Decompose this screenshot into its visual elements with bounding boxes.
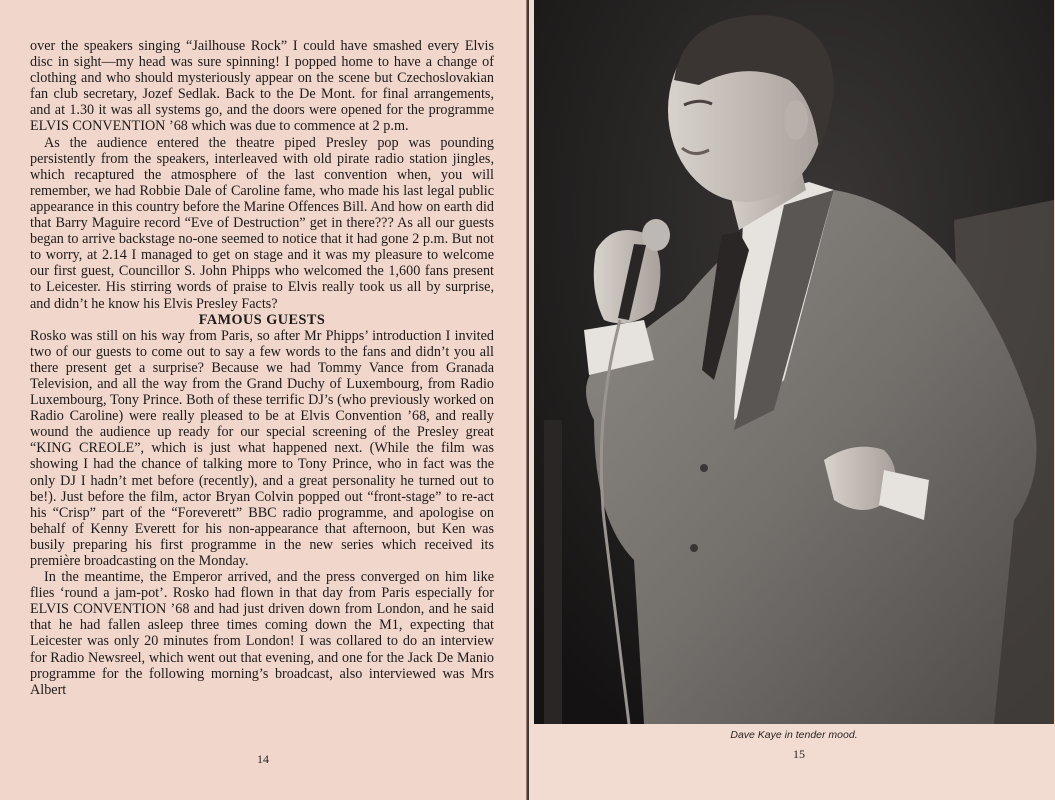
- article-text: [30, 38, 494, 698]
- section-heading: FAMOUS GUESTS: [198, 311, 326, 328]
- photo-dave-kaye: [534, 0, 1054, 724]
- page-number-right: 15: [793, 747, 805, 761]
- left-page: [0, 0, 527, 800]
- paragraph-1: over the speakers singing “Jailhouse Rock” I could have smashed every Elvis disc in sight—my head was sure spinning! I popped home to have a change of clothing and who should mysteriously appear on the scene but Czechoslovakian fan club secretary, Jozef Sedlak. Back to the De Mont. for final arrangements, and at 1.30 it was all systems go, and the doors were opened for the programme ELVIS CONVENTION ’68 which was due to commence at 2 p.m.: [30, 38, 494, 135]
- singer-photo-illustration: [534, 0, 1054, 724]
- photo-caption: Dave Kaye in tender mood.: [730, 729, 858, 741]
- page-number-left: 14: [257, 752, 269, 766]
- paragraph-2: As the audience entered the theatre piped Presley pop was pounding persistently from the speakers, interleaved with old pirate radio station jingles, which recaptured the atmosphere of the last convention when, you will remember, we had Robbie Dale of Caroline fame, who made his last legal public appearance in this country before the Marine Offences Bill. And how on earth did that Barry Maguire record “Eve of Destruction” get in there??? As all our guests began to arrive backstage no-one seemed to notice that it had gone 2 p.m. But not to worry, at 2.14 I managed to get on stage and it was my pleasure to welcome our first guest, Councillor S. John Phipps who welcomed the 1,600 fans present to Leicester. His stirring words of praise to Elvis really took us all by surprise, and didn’t he know his Elvis Presley Facts?: [30, 134, 494, 312]
- paragraph-3: Rosko was still on his way from Paris, so after Mr Phipps’ introduction I invited two of our guests to come out to say a few words to the fans and didn’t you all there present get a surprise? Because we had Tommy Vance from Granada Television, and all the way from the Grand Duchy of Luxembourg, from Radio Luxembourg, Tony Prince. Both of these terrific DJ’s (who previously worked on Radio Caroline) were really pleased to be at Elvis Convention ’68, and really wound the audience up ready for our special screening of the Presley great “KING CREOLE”, which is just what happened next. (While the film was showing I had the chance of talking more to Tony Prince, who in fact was the only DJ I hadn’t met before (recently), and a great personality he turned out to be!). Just before the film, actor Bryan Colvin popped out “front-stage” to re-act his “Crisp” part of the “Foreverett” BBC radio programme, and apologise on behalf of Kenny Everett for his non-appearance that afternoon, but Ken was busily preparing his first programme in the new series which received its première broadcasting on the Monday.: [30, 327, 494, 569]
- paragraph-4: In the meantime, the Emperor arrived, and the press converged on him like flies ‘round a jam-pot’. Rosko had flown in that day from Paris especially for ELVIS CONVENTION ’68 and had just driven down from London, and he said that he had fallen asleep three times coming down the M1, expecting that Leicester was only 20 minutes from London! I was collared to do an interview for Radio Newsreel, which went out that evening, and one for the Jack De Manio programme for the following morning’s broadcast, also interviewed was Mrs Albert: [30, 569, 494, 698]
